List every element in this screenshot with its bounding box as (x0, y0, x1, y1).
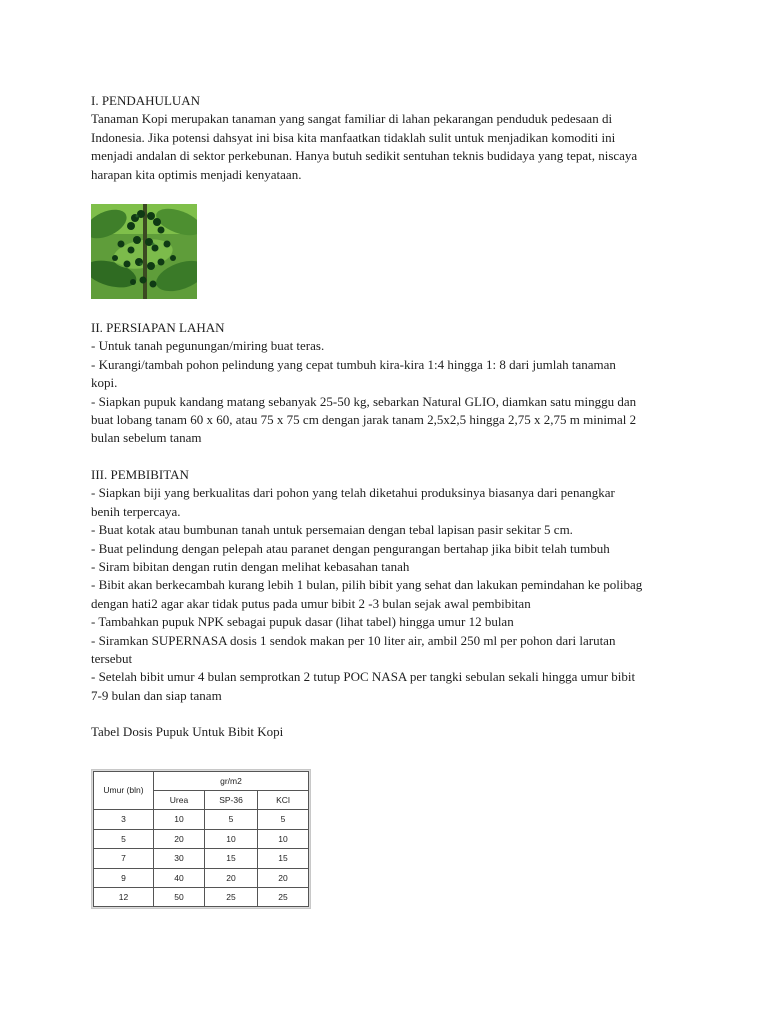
persiapan-line: - Kurangi/tambah pohon pelindung yang cepat tumbuh kira-kira 1:4 hingga 1: 8 dari jumlah tanaman (91, 356, 616, 372)
table-cell: 9 (94, 868, 154, 887)
pembibitan-line: dengan hati2 agar akar tidak putus pada umur bibit 2 -3 bulan sejak awal pembibitan (91, 595, 531, 611)
table-header-row (94, 771, 309, 790)
section-heading-persiapan: II. PERSIAPAN LAHAN (91, 320, 225, 336)
table-row (94, 868, 309, 887)
umur-header: Umur (bln) (94, 771, 154, 810)
pembibitan-line: - Buat kotak atau bumbunan tanah untuk persemaian dengan tebal lapisan pasir sekitar 5 cm. (91, 522, 573, 538)
table-cell: 10 (205, 829, 258, 848)
table-cell: 5 (258, 810, 309, 829)
persiapan-line: buat lobang tanam 60 x 60, atau 75 x 75 cm dengan jarak tanam 2,5x2,5 hingga 2,75 x 2,75 m minimal 2 (91, 412, 637, 428)
pembibitan-line: - Setelah bibit umur 4 bulan semprotkan 2 tutup POC NASA per tangki sebulan sekali hingga umur bibit (91, 669, 636, 685)
intro-line: harapan kita optimis menjadi kenyataan. (91, 166, 302, 182)
dosis-table-frame (91, 769, 311, 910)
dosis-table (93, 771, 309, 908)
table-cell: 12 (94, 888, 154, 907)
column-header-urea: Urea (154, 790, 205, 809)
intro-line: Indonesia. Jika potensi dahsyat ini bisa kita manfaatkan tidaklah sulit untuk menjadikan komoditi ini (91, 129, 616, 145)
table-cell: 50 (154, 888, 205, 907)
table-row (94, 888, 309, 907)
pembibitan-line: - Siapkan biji yang berkualitas dari pohon yang telah diketahui produksinya biasanya dari penangkar (91, 485, 615, 501)
table-cell: 5 (94, 829, 154, 848)
table-cell: 20 (258, 868, 309, 887)
column-header-kcl: KCl (258, 790, 309, 809)
table-row (94, 829, 309, 848)
gram-per-m2-header: gr/m2 (154, 771, 309, 790)
section-heading-pendahuluan: I. PENDAHULUAN (91, 93, 201, 108)
persiapan-line: bulan sebelum tanam (91, 430, 202, 446)
table-cell: 20 (154, 829, 205, 848)
section-pendahuluan (91, 92, 681, 184)
pembibitan-line: 7-9 bulan dan siap tanam (91, 687, 222, 703)
section-persiapan-lahan (91, 319, 681, 448)
pembibitan-line: - Tambahkan pupuk NPK sebagai pupuk dasar (lihat tabel) hingga umur 12 bulan (91, 614, 514, 630)
table-cell: 30 (154, 849, 205, 868)
table-caption: Tabel Dosis Pupuk Untuk Bibit Kopi (91, 724, 284, 740)
table-cell: 5 (205, 810, 258, 829)
pembibitan-line: - Bibit akan berkecambah kurang lebih 1 bulan, pilih bibit yang sehat dan lakukan pemindahan ke polibag (91, 577, 643, 593)
document-page (91, 92, 681, 915)
table-row (94, 849, 309, 868)
column-header-sp36: SP-36 (205, 790, 258, 809)
table-row (94, 810, 309, 829)
section-pembibitan (91, 466, 681, 705)
persiapan-line: - Siapkan pupuk kandang matang sebanyak 25-50 kg, sebarkan Natural GLIO, diamkan satu minggu dan (91, 393, 637, 409)
pembibitan-line: - Buat pelindung dengan pelepah atau paranet dengan pengurangan bertahap jika bibit telah tumbuh (91, 540, 610, 556)
table-cell: 25 (205, 888, 258, 907)
table-cell: 7 (94, 849, 154, 868)
section-heading-pembibitan: III. PEMBIBITAN (91, 466, 189, 482)
pembibitan-line: benih terpercaya. (91, 503, 181, 519)
table-cell: 15 (258, 849, 309, 868)
pembibitan-line: - Siram bibitan dengan rutin dengan melihat kebasahan tanah (91, 558, 410, 574)
persiapan-line: kopi. (91, 375, 118, 391)
table-cell: 15 (205, 849, 258, 868)
table-cell: 25 (258, 888, 309, 907)
table-cell: 20 (205, 868, 258, 887)
table-cell: 10 (154, 810, 205, 829)
intro-line: Tanaman Kopi merupakan tanaman yang sangat familiar di lahan pekarangan penduduk pedesaan di (91, 111, 613, 127)
table-cell: 40 (154, 868, 205, 887)
coffee-plant-photo (91, 204, 197, 299)
intro-line: menjadi andalan di sektor perkebunan. Hanya butuh sedikit sentuhan teknis budidaya yang tepat, niscaya (91, 148, 638, 164)
pembibitan-line: - Siramkan SUPERNASA dosis 1 sendok makan per 10 liter air, ambil 250 ml per pohon dari larutan (91, 632, 616, 648)
table-cell: 3 (94, 810, 154, 829)
persiapan-line: - Untuk tanah pegunungan/miring buat teras. (91, 338, 325, 354)
table-cell: 10 (258, 829, 309, 848)
pembibitan-line: tersebut (91, 650, 133, 666)
